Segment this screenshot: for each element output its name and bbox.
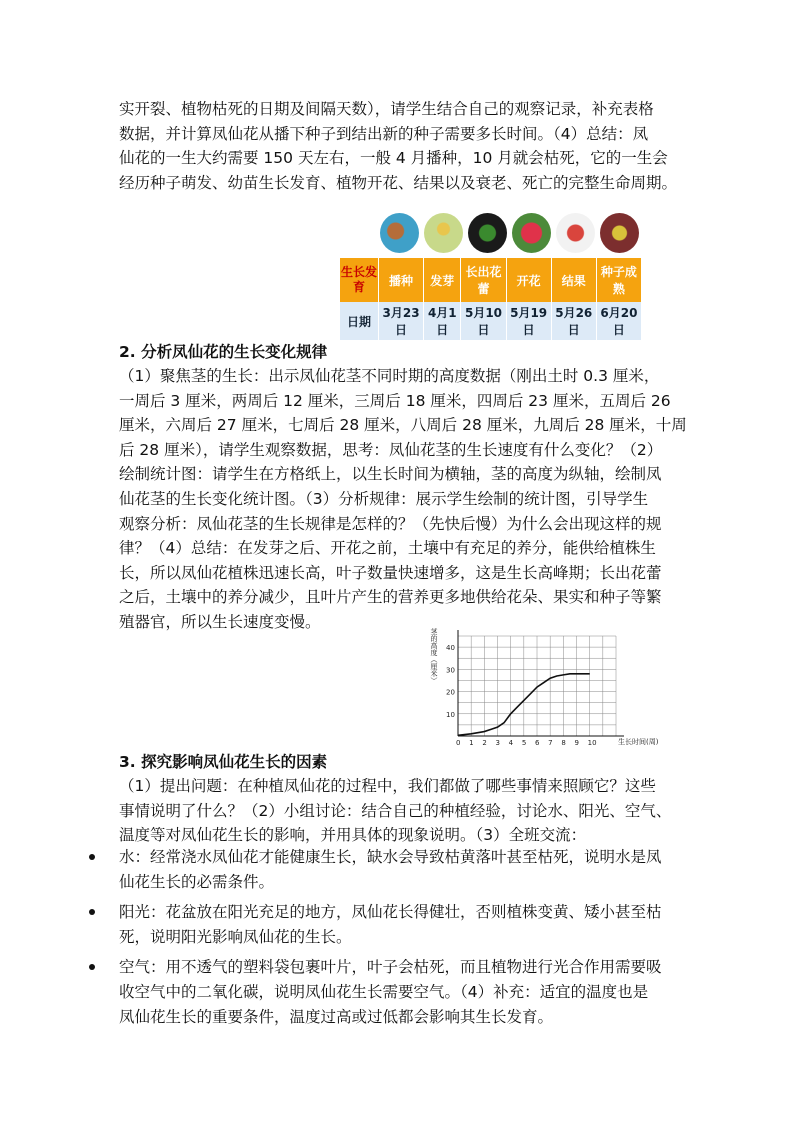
y-axis-label: 茎的高度（厘米） — [430, 628, 438, 684]
stage-cell: 播种 — [379, 258, 424, 302]
section-2-heading: 2. 分析凤仙花的生长变化规律 — [119, 343, 328, 361]
text-line: 水：经常浇水凤仙花才能健康生长，缺水会导致枯黄落叶甚至枯死，说明水是凤 — [119, 848, 662, 866]
intro-paragraph — [119, 97, 689, 195]
y-tick-label: 40 — [446, 644, 455, 653]
list-item — [89, 900, 689, 949]
factor-bullet-list — [89, 845, 689, 1035]
bud-icon — [468, 213, 507, 253]
text-line: 厘米，六周后 27 厘米，七周后 28 厘米，八周后 28 厘米，九周后 28 厘米，十周 — [119, 416, 687, 435]
x-tick-label: 10 — [587, 739, 597, 747]
date-cell: 5月10日 — [461, 302, 506, 340]
text-line: （1）聚焦茎的生长：出示凤仙花茎不同时期的高度数据（刚出土时 0.3 厘米， — [119, 367, 660, 385]
text-line: 凤仙花生长的重要条件，温度过高或过低都会影响其生长发育。 — [119, 1007, 554, 1026]
stage-cell: 发芽 — [424, 258, 461, 302]
text-line: 温度等对凤仙花生长的影响，并用具体的现象说明。（3）全班交流： — [119, 826, 587, 845]
list-item — [89, 955, 689, 1029]
text-line: 收空气中的二氧化碳，说明凤仙花生长需要空气。（4）补充：适宜的温度也是 — [119, 982, 649, 1001]
chart-ticks — [446, 644, 597, 747]
x-axis-label: 生长时间(周) — [618, 738, 659, 746]
text-line: 长，所以凤仙花植株迅速长高，叶子数量快速增多，这是生长高峰期；长出花蕾 — [119, 563, 662, 582]
section-3-body — [119, 774, 689, 848]
y-tick-label: 10 — [446, 710, 455, 719]
x-tick-label: 9 — [574, 739, 579, 747]
stage-cell: 开花 — [506, 258, 551, 302]
bullet-icon — [89, 964, 95, 970]
x-tick-label: 3 — [495, 739, 500, 747]
date-cell: 3月23日 — [379, 302, 424, 340]
text-line: 之后，土壤中的养分减少，且叶片产生的营养更多地供给花朵、果实和种子等繁 — [119, 588, 662, 607]
date-cell: 5月26日 — [551, 302, 596, 340]
row-label-stage: 生长发育 — [340, 258, 379, 302]
sprout-icon — [424, 213, 463, 253]
date-cell: 4月1日 — [424, 302, 461, 340]
section-2-body — [119, 364, 689, 635]
growth-stage-table — [340, 210, 642, 340]
x-tick-label: 0 — [456, 739, 461, 747]
seeds-icon — [380, 213, 419, 253]
stage-icon-row — [380, 210, 642, 256]
text-line: 观察分析：凤仙花茎的生长规律是怎样的？（先快后慢）为什么会出现这样的规 — [119, 514, 662, 533]
text-line: 空气：用不透气的塑料袋包裹叶片，叶子会枯死，而且植物进行光合作用需要吸 — [119, 958, 662, 977]
list-item — [89, 845, 689, 894]
text-line: 仙花的一生大约需要 150 天左右，一般 4 月播种，10 月就会枯死，它的一生会 — [119, 149, 668, 168]
bullet-icon — [89, 909, 95, 915]
text-line: 殖器官，所以生长速度变慢。 — [119, 612, 321, 631]
chart-grid — [458, 630, 624, 736]
text-line: 实开裂、植物枯死的日期及间隔天数），请学生结合自己的观察记录，补充表格 — [119, 100, 654, 118]
x-tick-label: 4 — [508, 739, 514, 747]
flower-icon — [512, 213, 551, 253]
text-line: 律？（4）总结：在发芽之后、开花之前，土壤中有充足的养分，能供给植株生 — [119, 539, 656, 558]
row-label-date: 日期 — [340, 302, 379, 340]
x-tick-label: 8 — [561, 739, 566, 747]
text-line: 一周后 3 厘米，两周后 12 厘米，三周后 18 厘米，四周后 23 厘米，五周后 26 — [119, 391, 671, 410]
ripe-seed-icon — [600, 213, 639, 253]
x-tick-label: 5 — [521, 739, 527, 747]
text-line: 经历种子萌发、幼苗生长发育、植物开花、结果以及衰老、死亡的完整生命周期。 — [119, 173, 678, 192]
bullet-icon — [89, 854, 95, 860]
fruit-icon — [556, 213, 595, 253]
text-line: 死，说明阳光影响凤仙花的生长。 — [119, 927, 352, 946]
text-line: 阳光：花盆放在阳光充足的地方，凤仙花长得健壮，否则植株变黄、矮小甚至枯 — [119, 903, 662, 922]
text-line: 仙花生长的必需条件。 — [119, 872, 275, 891]
date-cell: 6月20日 — [596, 302, 641, 340]
x-tick-label: 1 — [469, 739, 474, 747]
text-line: 数据，并计算凤仙花从播下种子到结出新的种子需要多长时间。（4）总结：凤 — [119, 124, 649, 143]
text-line: 事情说明了什么？（2）小组讨论：结合自己的种植经验，讨论水、阳光、空气、 — [119, 801, 672, 820]
x-tick-label: 2 — [482, 739, 487, 747]
x-tick-label: 6 — [535, 739, 540, 747]
text-line: 后 28 厘米），请学生观察数据，思考：凤仙花茎的生长速度有什么变化？（2） — [119, 440, 663, 459]
y-tick-label: 30 — [446, 666, 455, 675]
text-line: 仙花茎的生长变化统计图。（3）分析规律：展示学生绘制的统计图，引导学生 — [119, 489, 649, 508]
stage-date-table — [340, 258, 642, 340]
date-cell: 5月19日 — [506, 302, 551, 340]
section-3-heading: 3. 探究影响凤仙花生长的因素 — [119, 753, 328, 771]
y-tick-label: 20 — [446, 688, 455, 697]
stage-cell: 结果 — [551, 258, 596, 302]
text-line: （1）提出问题：在种植凤仙花的过程中，我们都做了哪些事情来照顾它？这些 — [119, 777, 656, 795]
stage-cell: 长出花蕾 — [461, 258, 506, 302]
x-tick-label: 7 — [548, 739, 553, 747]
stem-height-line-chart — [430, 620, 670, 750]
stage-cell: 种子成熟 — [596, 258, 641, 302]
text-line: 绘制统计图：请学生在方格纸上，以生长时间为横轴，茎的高度为纵轴，绘制凤 — [119, 465, 662, 484]
